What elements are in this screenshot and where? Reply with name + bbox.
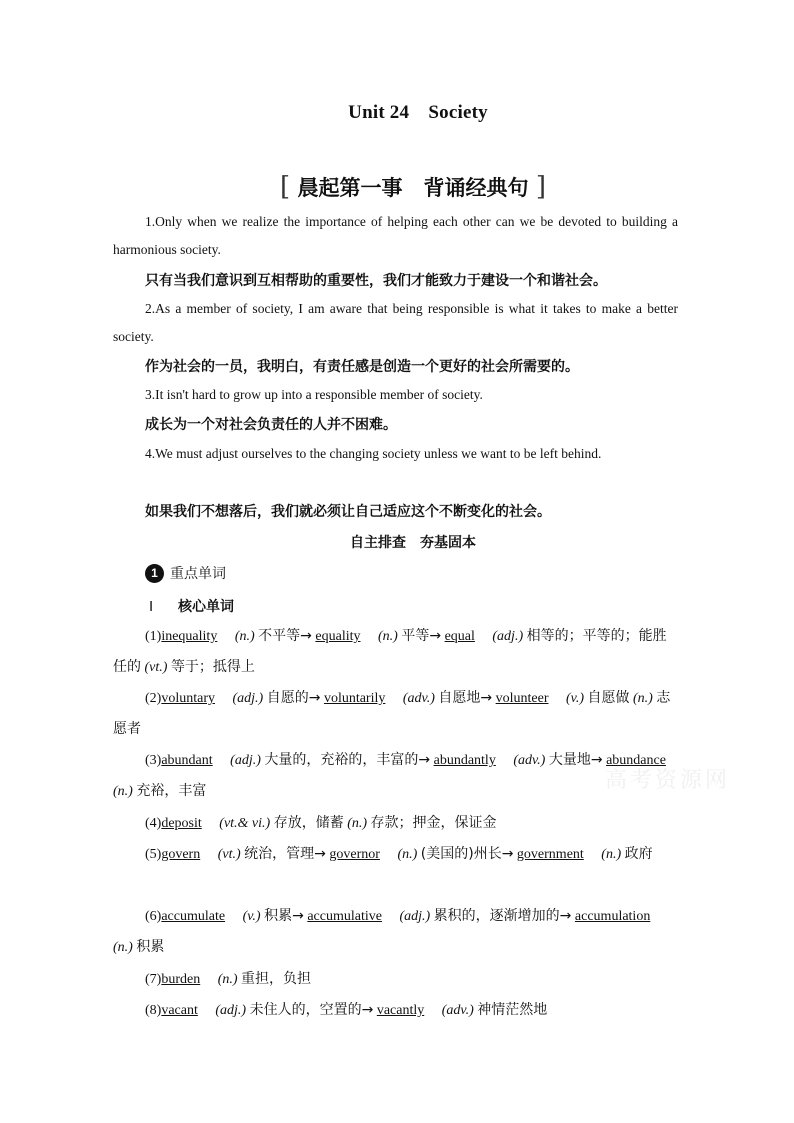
part-of-speech: (n.) (113, 940, 133, 955)
answer-word: vacant (161, 1003, 198, 1018)
definition: 大量的，充裕的，丰富的→ (264, 752, 431, 768)
sentence-4-zh: 如果我们不想落后，我们就必须让自己适应这个不断变化的社会。 (145, 504, 551, 520)
answer-word: inequality (161, 629, 218, 644)
answer-word: governor (329, 847, 380, 862)
vocab-entry (113, 995, 680, 1026)
banner-close-bracket: ] (535, 172, 546, 202)
entry-number: (1) (145, 629, 162, 644)
answer-word: abundantly (433, 753, 496, 768)
definition: 等于；抵得上 (170, 659, 255, 675)
number-badge: 1 (145, 564, 164, 583)
sentence-3-zh: 成长为一个对社会负责任的人并不困难。 (145, 417, 397, 433)
definition: 充裕，丰富 (136, 783, 207, 799)
sentence-2-en: 2.As a member of society, I am aware that being responsible is what it takes to make a better society. (113, 301, 678, 344)
vocab-entry (113, 745, 680, 807)
answer-word: abundant (161, 753, 213, 768)
part-of-speech: (adj.) (230, 753, 261, 768)
definition: 志愿者 (113, 690, 671, 737)
part-of-speech: (v.) (565, 691, 584, 706)
part-of-speech: (adv.) (402, 691, 435, 706)
sentence-2-zh: 作为社会的一员，我明白，有责任感是创造一个更好的社会所需要的。 (145, 359, 579, 375)
vocab-entry (113, 621, 680, 683)
entry-number: (2) (145, 691, 162, 706)
definition: 自愿地→ (438, 690, 493, 706)
part-of-speech: (adj.) (232, 691, 264, 706)
part-of-speech: (adv.) (513, 753, 546, 768)
part-of-speech: (adj.) (399, 909, 431, 924)
part-of-speech: (vt.) (144, 660, 168, 675)
roman-numeral: Ⅰ (149, 600, 154, 615)
sub-heading-key-words (145, 563, 226, 583)
entry-number: (7) (145, 972, 162, 987)
definition: 存放，储蓄 (273, 815, 344, 831)
section-title: 自主排查 夯基固本 (350, 535, 476, 551)
definition: 平等→ (401, 628, 442, 644)
sentence-1-zh: 只有当我们意识到互相帮助的重要性，我们才能致力于建设一个和谐社会。 (145, 273, 607, 289)
part-of-speech: (n.) (347, 816, 368, 831)
banner-open-bracket: [ (280, 172, 291, 202)
definition: 政府 (624, 846, 653, 862)
sentence-1-en: 1.Only when we realize the importance of helping each other can we be devoted to building a harmonious society. (113, 214, 678, 257)
section-banner (0, 172, 794, 202)
definition: 自愿做 (587, 690, 630, 706)
answer-word: govern (161, 847, 201, 862)
definition: 累积的，逐渐增加的→ (433, 908, 572, 924)
part-of-speech: (adj.) (492, 629, 524, 644)
vocab-entry (113, 683, 680, 745)
answer-word: abundance (606, 753, 666, 768)
part-of-speech: (n.) (601, 847, 622, 862)
part-of-speech: (n.) (397, 847, 418, 862)
definition: (美国的)州长→ (420, 846, 514, 862)
answer-word: deposit (161, 816, 202, 831)
part-of-speech: (adv.) (441, 1003, 474, 1018)
part-of-speech: (n.) (632, 691, 653, 706)
sentence-3-en: 3.It isn't hard to grow up into a responsible member of society. (145, 387, 483, 402)
part-of-speech: (vt.) (217, 847, 241, 862)
entry-number: (6) (145, 909, 162, 924)
part-of-speech: (n.) (378, 629, 398, 644)
answer-word: vacantly (376, 1003, 425, 1018)
watermark: 高考资源网 (605, 768, 731, 793)
definition: 自愿的→ (266, 690, 321, 706)
answer-word: volunteer (495, 691, 549, 706)
sub-heading-label: 重点单词 (170, 566, 226, 582)
vocab-entry (113, 808, 680, 839)
definition: 不平等→ (258, 628, 312, 644)
sub-heading-core-words (149, 596, 234, 616)
definition: 相等的；平等的；能胜任的 (113, 628, 667, 675)
answer-word: equal (444, 629, 475, 644)
part-of-speech: (adj.) (215, 1003, 247, 1018)
definition: 重担，负担 (241, 971, 312, 987)
answer-word: equality (315, 629, 361, 644)
definition: 未住人的，空置的→ (249, 1002, 374, 1018)
part-of-speech: (vt.& vi.) (219, 816, 271, 831)
answer-word: voluntarily (323, 691, 386, 706)
answer-word: government (516, 847, 584, 862)
definition: 神情茫然地 (477, 1002, 548, 1018)
answer-word: accumulative (307, 909, 382, 924)
definition: 大量地→ (548, 752, 603, 768)
definition: 存款；押金，保证金 (370, 815, 497, 831)
part-of-speech: (v.) (242, 909, 261, 924)
entry-number: (3) (145, 753, 162, 768)
answer-word: accumulate (161, 909, 226, 924)
entry-number: (4) (145, 816, 162, 831)
answer-word: burden (161, 972, 201, 987)
part-of-speech: (n.) (217, 972, 238, 987)
entry-number: (8) (145, 1003, 162, 1018)
entry-number: (5) (145, 847, 162, 862)
banner-text: 晨起第一事 背诵经典句 (297, 175, 529, 200)
definition: 积累 (136, 939, 165, 955)
answer-word: voluntary (161, 691, 215, 706)
page-title: Unit 24 Society (348, 102, 488, 123)
sentence-4-en: 4.We must adjust ourselves to the changing society unless we want to be left behind. (145, 446, 602, 461)
part-of-speech: (n.) (113, 784, 133, 799)
definition: 积累→ (264, 908, 304, 924)
part-of-speech: (n.) (234, 629, 255, 644)
vocab-entry (113, 901, 680, 963)
answer-word: accumulation (574, 909, 651, 924)
vocab-entry (113, 964, 680, 995)
sub-heading2-label: 核心单词 (178, 599, 235, 615)
definition: 统治，管理→ (244, 846, 326, 862)
vocab-entry (113, 839, 680, 870)
